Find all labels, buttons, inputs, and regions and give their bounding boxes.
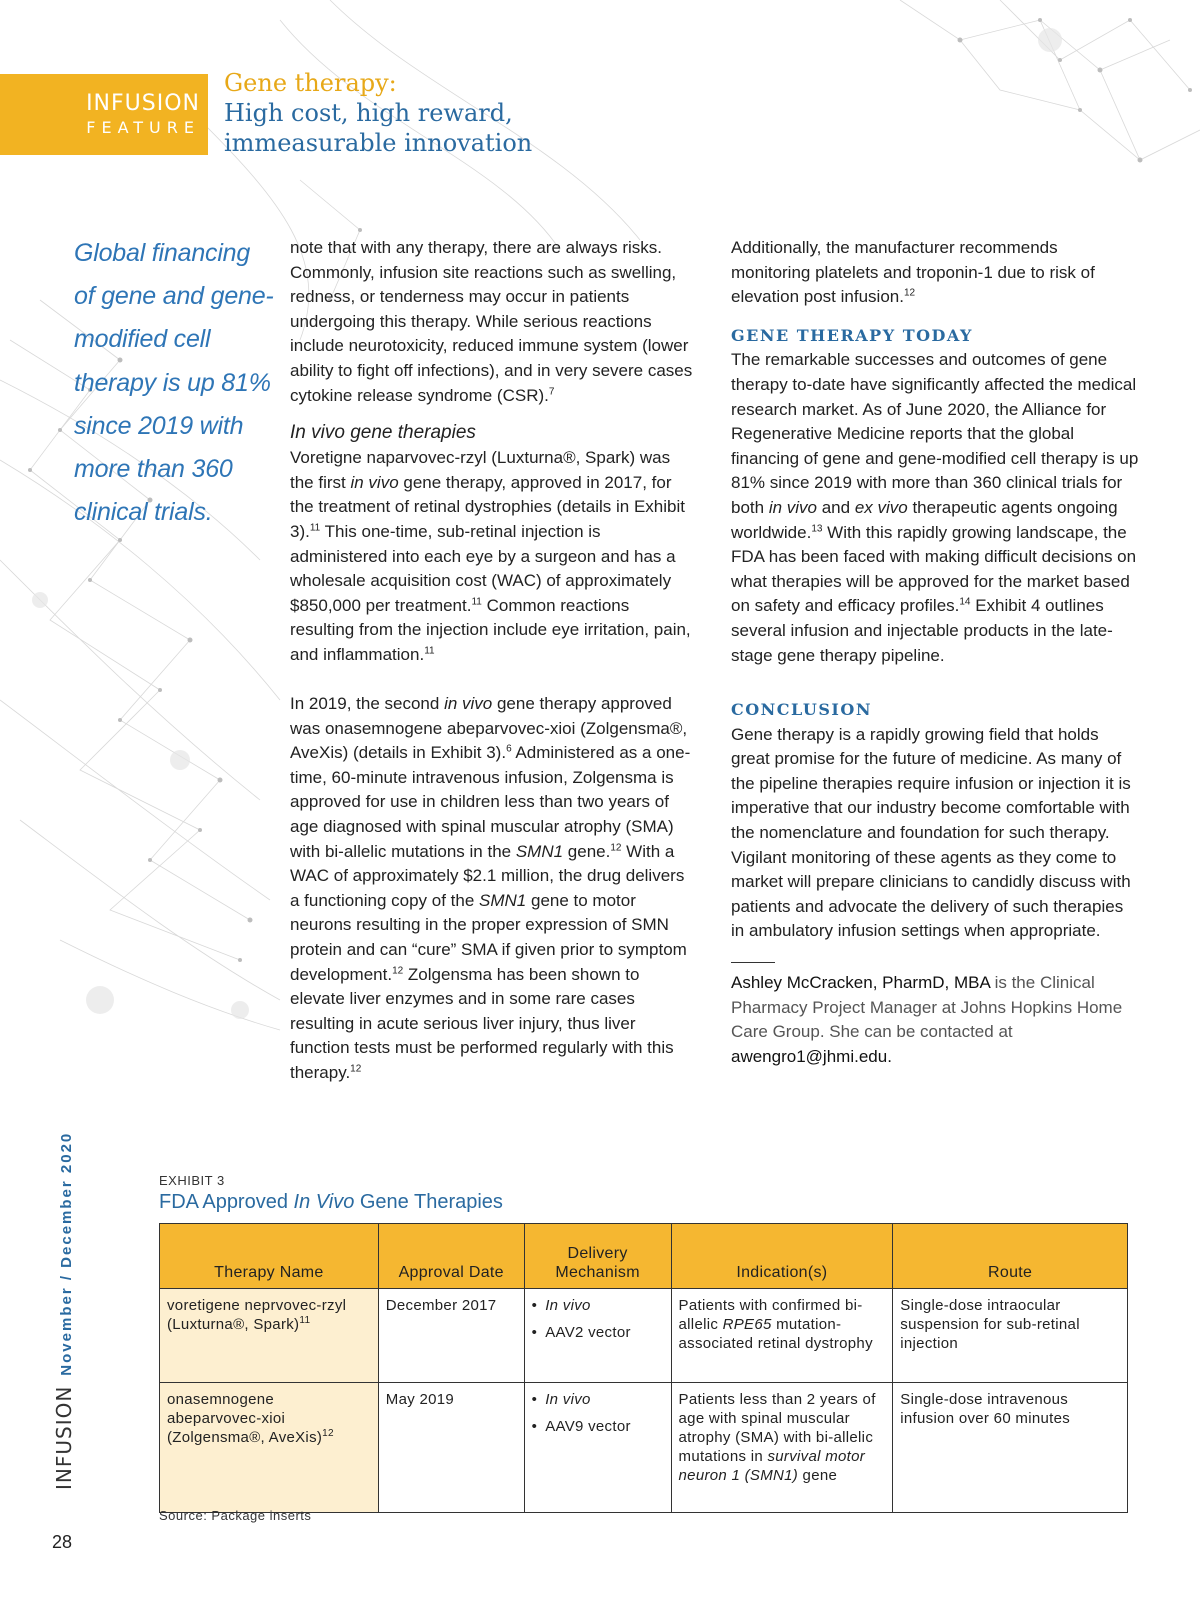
- pull-quote: Global financing of gene and gene-modified cell therapy is up 81% since 2019 with more than 360 clinical trials.: [74, 239, 274, 527]
- divider: [731, 962, 775, 963]
- paragraph: Voretigne naparvovec-rzyl (Luxturna®, Spark) was the first in vivo gene therapy, approved in 2017, for the treatment of retinal dystrophies (details in Exhibit 3).$^{11}$ This one-time, sub-retinal injection is administered into each eye by a surgeon and has a wholesale acquisition cost (WAC) of approximately $850,000 per treatment.$^{11}$ Common reactions resulting from the injection include eye irritation, pain, and inflammation.$^{11}$: [290, 448, 691, 664]
- therapy-name-cell: onasemnogene abeparvovec-xioi (Zolgensma®, AveXis)$^{12}$: [160, 1383, 379, 1513]
- table-row: [160, 1289, 1128, 1383]
- exhibit-label: EXHIBIT 3: [159, 1173, 225, 1188]
- column-header: Delivery Mechanism: [524, 1224, 671, 1289]
- section-heading-conclusion: CONCLUSION: [731, 700, 872, 720]
- table-source-note: Source: Package inserts: [159, 1508, 312, 1523]
- exhibit-title: FDA Approved In Vivo Gene Therapies: [159, 1191, 503, 1213]
- article-title: [224, 68, 624, 158]
- brand-logo-text: INFUSION: [86, 91, 200, 116]
- side-brand-logo: INFUSION: [52, 1385, 76, 1490]
- approval-date-cell: December 2017: [378, 1289, 524, 1383]
- table-row: [160, 1383, 1128, 1513]
- approval-date-cell: May 2019: [378, 1383, 524, 1513]
- column-header: Indication(s): [671, 1224, 893, 1289]
- title-line-2: High cost, high reward,: [224, 99, 513, 127]
- column-header: Approval Date: [378, 1224, 524, 1289]
- body-column-1: [290, 236, 695, 1086]
- exhibit-table: [159, 1223, 1128, 1513]
- paragraph: note that with any therapy, there are always risks. Commonly, infusion site reactions such as swelling, redness, or tenderness may occur in patients undergoing this therapy. While serious reactions include neurotoxicity, reduced immune system (lower ability to fight off infections), and in very severe cases cytokine release syndrome (CSR).$^7$: [290, 238, 693, 405]
- therapy-name-cell: voretigene neprvovec-rzyl (Luxturna®, Spark)$^{11}$: [160, 1289, 379, 1383]
- subheading-in-vivo: In vivo gene therapies: [290, 422, 476, 444]
- author-email[interactable]: awengro1@jhmi.edu: [731, 1046, 888, 1066]
- column-header: Route: [893, 1224, 1128, 1289]
- paragraph: Gene therapy is a rapidly growing field that holds great promise for the future of medicine. As many of the pipeline therapies require infusion or injection it is imperative that our industry become comfortable with the nomenclature and foundation for such therapy. Vigilant monitoring of these agents as they come to market will prepare clinicians to candidly discuss with patients and advocate the delivery of such therapies in ambulatory infusion settings when appropriate.: [731, 724, 1131, 941]
- indication-cell: Patients less than 2 years of age with spinal muscular atrophy (SMA) with bi-allelic mutations in survival motor neuron 1 (SMN1) gene: [671, 1383, 893, 1513]
- route-cell: Single-dose intraocular suspension for sub-retinal injection: [893, 1289, 1128, 1383]
- table-header-row: [160, 1224, 1128, 1289]
- issue-date: November / December 2020: [58, 1131, 75, 1376]
- feature-label: FEATURE: [86, 118, 200, 137]
- section-heading-gene-therapy-today: GENE THERAPY TODAY: [731, 325, 973, 345]
- title-line-1: Gene therapy:: [224, 69, 397, 97]
- author-bio: Ashley McCracken, PharmD, MBA is the Clinical Pharmacy Project Manager at Johns Hopkins Home Care Group. She can be contacted at awengro1@jhmi.edu.: [731, 973, 1123, 1066]
- paragraph: The remarkable successes and outcomes of gene therapy to-date have significantly affected the medical research market. As of June 2020, the Alliance for Regenerative Medicine reports that the global financing of gene and gene-modified cell therapy is up 81% since 2019 with more than 360 clinical trials for both in vivo and ex vivo therapeutic agents ongoing worldwide.$^{13}$ With this rapidly growing landscape, the FDA has been faced with making difficult decisions on what therapies will be approved for the market based on safety and efficacy profiles.$^{14}$ Exhibit 4 outlines several infusion and injectable products in the late-stage gene therapy pipeline.: [731, 350, 1139, 665]
- paragraph: Additionally, the manufacturer recommends monitoring platelets and troponin-1 due to risk of elevation post infusion.$^{12}$: [731, 238, 1095, 307]
- delivery-mechanism-cell: • In vivo • AAV9 vector: [524, 1383, 671, 1513]
- infusion-feature-badge: [0, 74, 208, 155]
- title-line-3: immeasurable innovation: [224, 129, 533, 157]
- delivery-mechanism-cell: • In vivo • AAV2 vector: [524, 1289, 671, 1383]
- paragraph: In 2019, the second in vivo gene therapy approved was onasemnogene abeparvovec-xioi (Zolgensma®, AveXis) (details in Exhibit 3).$^6$ Administered as a one-time, 60-minute intravenous infusion, Zolgensma is approved for use in children less than two years of age diagnosed with spinal muscular atrophy (SMA) with bi-allelic mutations in the SMN1 gene.$^{12}$ With a WAC of approximately $2.1 million, the drug delivers a functioning copy of the SMN1 gene to motor neurons resulting in the proper expression of SMN protein and can “cure” SMA if given prior to symptom development.$^{12}$ Zolgensma has been shown to elevate liver enzymes and in some rare cases resulting in acute serious liver injury, thus liver function tests must be performed regularly with this therapy.$^{12}$: [290, 694, 691, 1082]
- column-header: Therapy Name: [160, 1224, 379, 1289]
- indication-cell: Patients with confirmed bi-allelic RPE65 mutation-associated retinal dystrophy: [671, 1289, 893, 1383]
- body-column-2: [731, 236, 1141, 1069]
- page-number: 28: [52, 1532, 73, 1552]
- route-cell: Single-dose intravenous infusion over 60 minutes: [893, 1383, 1128, 1513]
- author-name: Ashley McCracken, PharmD, MBA: [731, 973, 990, 993]
- side-issue-label: [52, 1132, 76, 1490]
